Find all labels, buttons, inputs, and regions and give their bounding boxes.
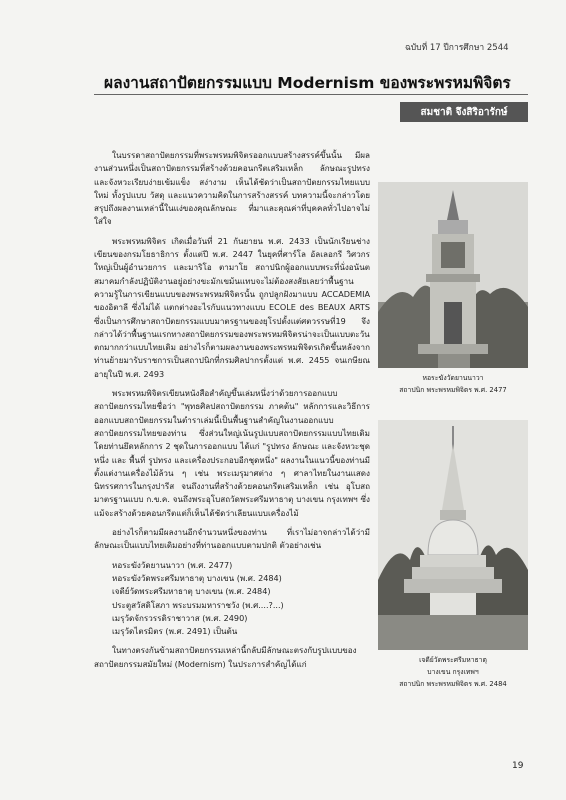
- title-rule: [94, 94, 528, 95]
- page-number: 19: [512, 761, 524, 771]
- list-item: หอระฆังวัดพระศรีมหาธาตุ บางเขน (พ.ศ. 2484): [112, 572, 282, 583]
- figure-caption: [378, 654, 528, 690]
- author-name: สมชาติ จึงสิริอารักษ์: [420, 106, 508, 118]
- caption-line: เจดีย์วัดพระศรีมหาธาตุ: [419, 656, 487, 664]
- paragraph: ในบรรดาสถาปัตยกรรมที่พระพรหมพิจิตรออกแบบสร้างสรรค์ขึ้นนั้น มีผลงานส่วนหนึ่งเป็นสถาปัตยกรรมที่สร้างด้วยคอนกรีตเสริมเหล็ก ลักษณะรูปทรงและจังหวะเรียบง่ายเข้มแข็ง สง่างาม เห็นได้ชัดว่าเป็นสถาปัตยกรรมไทยแบบใหม่ ทั้งรูปแบบ วัสดุ และแนวความคิดในการสร้างสรรค์ บทความนี้จะกล่าวโดยสรุปถึงผลงานเหล่านี้ในแง่ของคุณลักษณะ ที่มาและคุณค่าที่บุคคลทั่วไปอาจไม่ใส่ใจ: [94, 150, 370, 227]
- caption-line: บางเขน กรุงเทพฯ: [427, 668, 479, 676]
- paragraph: ในทางตรงกันข้ามสถาปัตยกรรมเหล่านี้กลับมีลักษณะตรงกับรูปแบบของสถาปัตยกรรมสมัยใหม่ (Modernism) ในประการสำคัญได้แก่: [94, 645, 357, 669]
- list-item: เมรุวัดจักรวรรดิราชาวาส (พ.ศ. 2490): [112, 612, 248, 623]
- caption-line: สถาปนิก พระพรหมพิจิตร พ.ศ. 2484: [399, 680, 507, 688]
- list-item: ประตูสวัสดิโสภา พระบรมมหาราชวัง (พ.ศ....?...): [112, 599, 284, 610]
- bell-tower-photo: [378, 182, 528, 368]
- paragraph: พระพรหมพิจิตร เกิดเมื่อวันที่ 21 กันยายน พ.ศ. 2433 เป็นนักเรียนช่างเขียนของกรมโยธาธิการ ตั้งแต่ปี พ.ศ. 2447 ในยุคที่ศาร์โล อัลเลอกรี วิศวกรใหญ่เป็นผู้อำนวยการ และมาริโอ ตามาโย สถาปนิกผู้ออกแบบพระที่นั่งอนันตสมาคมกำลังปฏิบัติงานอยู่อย่างขะมักเขม้นแทบจะไม่ต้องสงสัยเลยว่าพื้นฐานความรู้ในการเขียนแบบของพระพรหมพิจิตรนั้น ถูกปลูกฝังมาแบบ ACCADEMIA ของอิตาลี ซึ่งไม่ได้ แตกต่างอะไรกับแนวทางแบบ ECOLE des BEAUX ARTS ซึ่งเป็นการศึกษาสถาปัตยกรรมแบบมาตรฐานของยุโรปตั้งแต่ศตวรรษที่19 จึงกล่าวได้ว่าพื้นฐานแรกทางสถาปัตยกรรมของพระพรหมพิจิตรน่าจะเป็นแบบตะวันตกมากกว่าแบบไทยเดิม อย่างไรก็ตามผลงานของพระพรหมพิจิตรเกิดขึ้นหลังจากท่านย้ายมารับราชการเป็นสถาปนิกที่กรมศิลปากรตั้งแต่ พ.ศ. 2455 จนเกษียณอายุในปี พ.ศ. 2493: [94, 235, 370, 379]
- paragraph: อย่างไรก็ตามมีผลงานอีกจำนวนหนึ่งของท่าน ที่เราไม่อาจกล่าวได้ว่ามีลักษณะเป็นแบบไทยเดิมอย่างที่ท่านออกแบบตามปกติ ตัวอย่างเช่น: [94, 527, 370, 551]
- figure-caption: [378, 372, 528, 396]
- list-item: เมรุวัดไตรมิตร (พ.ศ. 2491) เป็นต้น: [112, 626, 238, 637]
- list-item: เจดีย์วัดพระศรีมหาธาตุ บางเขน (พ.ศ. 2484): [112, 586, 271, 597]
- issue-header: ฉบับที่ 17 ปีการศึกษา 2544: [405, 43, 509, 53]
- caption-line: สถาปนิก พระพรหมพิจิตร พ.ศ. 2477: [399, 386, 507, 394]
- stupa-photo: [378, 420, 528, 650]
- article-title: ผลงานสถาปัตยกรรมแบบ Modernism ของพระพรหมพิจิตร: [104, 74, 511, 92]
- paragraph: พระพรหมพิจิตรเขียนหนังสือสำคัญขึ้นเล่มหนึ่งว่าด้วยการออกแบบสถาปัตยกรรมไทยชื่อว่า "พุทธศิลปสถาปัตยกรรม ภาคต้น" หลักการและวิธีการออกแบบสถาปัตยกรรมในตำราเล่มนี้เป็นพื้นฐานสำคัญในงานออกแบบสถาปัตยกรรมไทยของท่าน ซึ่งส่วนใหญ่เน้นรูปแบบสถาปัตยกรรมแบบไทยเดิม โดยท่านยึดหลักการ 2 ชุดในการออกแบบ ได้แก่ "รูปทรง ลักษณะ และจังหวะชุดหนึ่ง และ พื้นที่ รูปทรง และเครื่องประกอบอีกชุดหนึ่ง" ผลงานในแนวนี้ของท่านมีตั้งแต่งานเครื่องไม้ล้วน ๆ เช่น พระเมรุมาศต่าง ๆ ศาลาไทยในงานแสดงนิทรรศการในกรุงปารีส จนถึงงานที่สร้างด้วยคอนกรีตเสริมเหล็ก เช่น อุโบสถมาตรฐานแบบ ก.ข.ค. จนถึงพระอุโบสถวัดพระศรีมหาธาตุ บางเขน กรุงเทพฯ ซึ่งแม้จะสร้างด้วยคอนกรีตแต่ก็เห็นได้ชัดว่าเลียนแบบเครื่องไม้: [94, 388, 370, 518]
- caption-line: หอระฆังวัดยานนาวา: [422, 374, 484, 382]
- author-banner: [400, 102, 528, 122]
- article-body: [94, 149, 370, 677]
- examples-list: [94, 559, 370, 639]
- list-item: หอระฆังวัดยานนาวา (พ.ศ. 2477): [112, 559, 233, 570]
